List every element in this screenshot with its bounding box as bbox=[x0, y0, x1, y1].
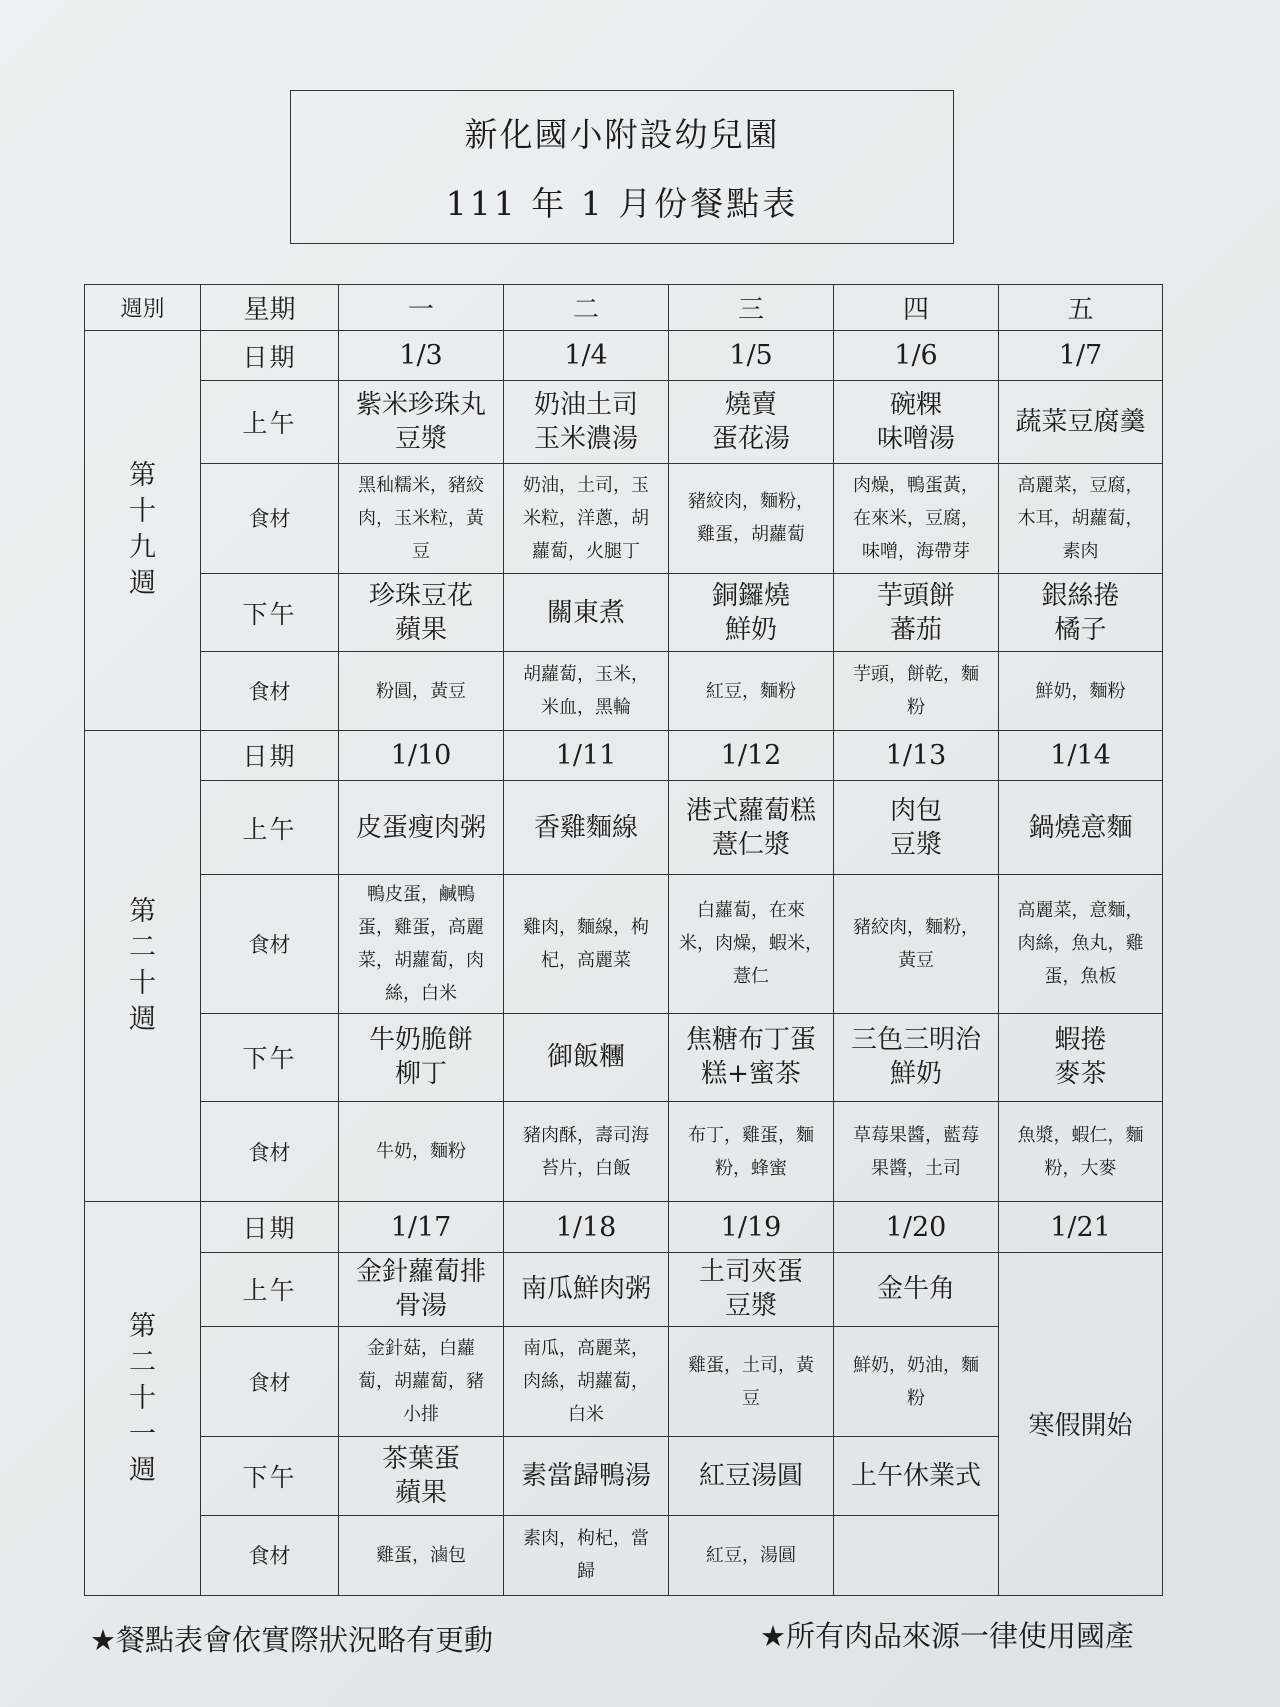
dish-line: 紫米珍珠丸 bbox=[355, 390, 486, 421]
ingredient-line: 小排 bbox=[403, 1404, 439, 1426]
ingredients-cell bbox=[504, 1326, 669, 1436]
week-label-char: 週 bbox=[129, 1004, 156, 1036]
ingredient-line: 薏仁 bbox=[733, 966, 769, 988]
dish-cell bbox=[339, 780, 504, 874]
week-label-char: 第 bbox=[129, 460, 156, 492]
ingredient-line: 粉圓，黃豆 bbox=[376, 680, 466, 702]
dish-line: 牛奶脆餅 bbox=[368, 1025, 473, 1056]
ingredient-line: 豆 bbox=[412, 540, 430, 562]
date-cell: 1/5 bbox=[669, 331, 834, 381]
date-row-label: 日期 bbox=[201, 730, 339, 780]
week-label-char: 九 bbox=[129, 532, 156, 564]
ingredient-line: 苔片，白飯 bbox=[541, 1157, 631, 1179]
ingredients-cell bbox=[339, 652, 504, 730]
ingredients-cell bbox=[339, 1102, 504, 1202]
date-cell: 1/6 bbox=[834, 331, 999, 381]
week-column-header: 週別 bbox=[85, 285, 201, 331]
day-column-header: 星期 bbox=[201, 285, 339, 331]
ingredients-cell bbox=[999, 652, 1163, 730]
dish-cell bbox=[669, 574, 834, 652]
dish-line: 焦糖布丁蛋 bbox=[685, 1025, 816, 1056]
dish-line: 糕+蜜茶 bbox=[701, 1059, 801, 1090]
dish-cell bbox=[504, 1252, 669, 1326]
week-label-char: 週 bbox=[129, 1454, 156, 1486]
ingredient-line: 鴨皮蛋，鹹鴨 bbox=[367, 883, 475, 905]
date-cell: 1/10 bbox=[339, 730, 504, 780]
dish-line: 蘋果 bbox=[394, 614, 447, 645]
week-label-char: 第 bbox=[129, 1310, 156, 1342]
ingredient-line: 在來米，豆腐， bbox=[853, 507, 979, 529]
ingredients-cell bbox=[669, 1515, 834, 1595]
dish-line: 玉米濃湯 bbox=[533, 424, 638, 455]
date-row-label: 日期 bbox=[201, 331, 339, 381]
dish-cell bbox=[504, 381, 669, 463]
dish-line: 豆漿 bbox=[394, 424, 447, 455]
dish-cell bbox=[834, 1252, 999, 1326]
title-box bbox=[290, 90, 954, 244]
date-cell: 1/4 bbox=[504, 331, 669, 381]
ingredient-line: 粉，蜂蜜 bbox=[715, 1157, 787, 1179]
ingredients-cell bbox=[669, 652, 834, 730]
footer-note-right: ★所有肉品來源一律使用國產 bbox=[760, 1619, 1134, 1653]
dish-cell bbox=[339, 1013, 504, 1101]
dish-line: 燒賣 bbox=[724, 390, 777, 421]
ingredient-line: 肉絲，胡蘿蔔， bbox=[523, 1371, 649, 1393]
ingredient-line: 雞蛋，滷包 bbox=[376, 1544, 466, 1566]
dish-line: 御飯糰 bbox=[546, 1042, 625, 1073]
dish-line: 港式蘿蔔糕 bbox=[685, 795, 816, 826]
ingredients-label: 食材 bbox=[201, 875, 339, 1014]
afternoon-label: 下午 bbox=[201, 1437, 339, 1515]
menu-title: 111 年 1 月份餐點表 bbox=[445, 184, 799, 223]
dish-cell bbox=[834, 574, 999, 652]
ingredient-line: 紅豆，麵粉 bbox=[706, 680, 796, 702]
date-cell: 1/20 bbox=[834, 1202, 999, 1252]
ingredients-cell bbox=[339, 1515, 504, 1595]
ingredients-cell bbox=[834, 463, 999, 573]
dish-line: 上午休業式 bbox=[850, 1460, 981, 1491]
dish-cell bbox=[669, 381, 834, 463]
ingredient-line: 魚漿，蝦仁，麵 bbox=[1017, 1124, 1144, 1146]
afternoon-label: 下午 bbox=[201, 574, 339, 652]
dish-line: 蔬菜豆腐羹 bbox=[1015, 407, 1146, 438]
weekday-header: 二 bbox=[504, 285, 669, 331]
dish-line: 奶油土司 bbox=[533, 390, 638, 421]
ingredients-label: 食材 bbox=[201, 1515, 339, 1595]
week-label-char: 第 bbox=[129, 896, 156, 928]
dish-cell bbox=[669, 780, 834, 874]
ingredients-cell bbox=[339, 463, 504, 573]
ingredient-line: 鮮奶，麵粉 bbox=[1035, 680, 1126, 702]
dish-line: 柳丁 bbox=[394, 1059, 447, 1090]
dish-cell bbox=[999, 381, 1163, 463]
ingredients-cell bbox=[999, 463, 1163, 573]
dish-line: 素當歸鴨湯 bbox=[520, 1460, 651, 1491]
date-cell: 1/18 bbox=[504, 1202, 669, 1252]
ingredients-cell bbox=[339, 1326, 504, 1436]
ingredient-line: 黃豆 bbox=[898, 949, 934, 971]
date-cell: 1/7 bbox=[999, 331, 1163, 381]
ingredients-cell bbox=[504, 463, 669, 573]
ingredients-cell bbox=[339, 875, 504, 1014]
ingredient-line: 奶油，土司，玉 bbox=[523, 474, 649, 496]
dish-cell bbox=[339, 574, 504, 652]
ingredients-cell bbox=[669, 1326, 834, 1436]
ingredients-label: 食材 bbox=[201, 1326, 339, 1436]
ingredient-line: 豬絞肉，麵粉， bbox=[853, 916, 979, 938]
date-cell: 1/14 bbox=[999, 730, 1163, 780]
ingredient-line: 肉燥，鴨蛋黃， bbox=[853, 474, 979, 496]
dish-cell bbox=[339, 1252, 504, 1326]
dish-line: 三色三明治 bbox=[850, 1025, 981, 1056]
dish-cell bbox=[504, 1013, 669, 1101]
ingredient-line: 雞肉，麵線，枸 bbox=[523, 916, 649, 938]
ingredient-line: 蔔，胡蘿蔔，豬 bbox=[358, 1371, 484, 1393]
dish-line: 味噌湯 bbox=[876, 424, 955, 455]
ingredient-line: 草莓果醬，藍莓 bbox=[853, 1124, 979, 1146]
dish-line: 銅鑼燒 bbox=[711, 580, 790, 611]
week-label-char: 二 bbox=[129, 1346, 156, 1378]
date-cell: 1/3 bbox=[339, 331, 504, 381]
ingredient-line: 歸 bbox=[577, 1561, 595, 1583]
ingredient-line: 布丁，雞蛋，麵 bbox=[688, 1124, 814, 1146]
ingredient-line: 雞蛋，土司，黃 bbox=[688, 1354, 814, 1376]
dish-line: 薏仁漿 bbox=[711, 829, 790, 860]
ingredients-cell bbox=[669, 875, 834, 1014]
dish-line: 芋頭餅 bbox=[876, 580, 955, 611]
week-label bbox=[85, 331, 201, 731]
ingredients-cell bbox=[834, 652, 999, 730]
ingredients-cell bbox=[504, 1515, 669, 1595]
dish-cell bbox=[339, 1437, 504, 1515]
week-label bbox=[85, 1202, 201, 1596]
ingredient-line: 蛋，魚板 bbox=[1044, 966, 1117, 988]
ingredients-cell bbox=[834, 1102, 999, 1202]
ingredients-cell bbox=[504, 652, 669, 730]
ingredient-line: 豬絞肉，麵粉， bbox=[688, 491, 814, 513]
footer-note-left: ★餐點表會依實際狀況略有更動 bbox=[90, 1623, 493, 1657]
dish-line: 關東煮 bbox=[546, 597, 625, 628]
ingredient-line: 白蘿蔔，在來 bbox=[697, 900, 805, 922]
ingredient-line: 粉 bbox=[907, 1387, 925, 1409]
dish-line: 皮蛋瘦肉粥 bbox=[355, 812, 486, 843]
dish-line: 豆漿 bbox=[724, 1291, 777, 1322]
ingredient-line: 紅豆，湯圓 bbox=[706, 1544, 796, 1566]
dish-line: 茶葉蛋 bbox=[381, 1443, 460, 1474]
ingredient-line: 素肉 bbox=[1062, 540, 1099, 562]
dish-line: 鍋燒意麵 bbox=[1028, 812, 1133, 843]
ingredient-line: 米，肉燥，蝦米， bbox=[679, 933, 823, 955]
ingredients-cell bbox=[834, 875, 999, 1014]
ingredient-line: 菜，胡蘿蔔，肉 bbox=[358, 949, 484, 971]
ingredient-line: 芋頭，餅乾，麵 bbox=[853, 664, 979, 686]
dish-cell bbox=[504, 780, 669, 874]
dish-line: 土司夾蛋 bbox=[698, 1257, 803, 1288]
dish-line: 肉包 bbox=[889, 795, 942, 826]
ingredient-line: 胡蘿蔔，玉米， bbox=[523, 664, 649, 686]
dish-line: 蝦捲 bbox=[1054, 1025, 1107, 1056]
ingredient-line: 米粒，洋蔥，胡 bbox=[523, 507, 649, 529]
ingredients-cell bbox=[504, 1102, 669, 1202]
dish-line: 橘子 bbox=[1054, 614, 1107, 645]
dish-cell bbox=[339, 381, 504, 463]
weekday-header: 三 bbox=[669, 285, 834, 331]
meal-schedule-table bbox=[84, 284, 1163, 1596]
dish-cell bbox=[834, 1013, 999, 1101]
date-cell: 1/19 bbox=[669, 1202, 834, 1252]
ingredient-line: 高麗菜，豆腐， bbox=[1017, 474, 1144, 496]
ingredient-line: 黑秈糯米，豬絞 bbox=[358, 474, 484, 496]
ingredient-line: 絲，白米 bbox=[385, 982, 457, 1004]
week-label-char: 十 bbox=[129, 1382, 156, 1414]
ingredient-line: 粉 bbox=[907, 697, 925, 719]
ingredient-line: 雞蛋，胡蘿蔔 bbox=[697, 524, 805, 546]
ingredients-label: 食材 bbox=[201, 1102, 339, 1202]
ingredients-label: 食材 bbox=[201, 463, 339, 573]
dish-line: 珍珠豆花 bbox=[368, 580, 473, 611]
morning-label: 上午 bbox=[201, 780, 339, 874]
ingredient-line: 肉，玉米粒，黃 bbox=[358, 507, 484, 529]
week-label-char: 週 bbox=[129, 568, 156, 600]
week-label-char: 十 bbox=[129, 968, 156, 1000]
date-row-label: 日期 bbox=[201, 1202, 339, 1252]
ingredient-line: 南瓜，高麗菜， bbox=[523, 1338, 649, 1360]
afternoon-label: 下午 bbox=[201, 1013, 339, 1101]
ingredient-line: 素肉，枸杞，當 bbox=[523, 1528, 649, 1550]
morning-label: 上午 bbox=[201, 1252, 339, 1326]
date-cell: 1/21 bbox=[999, 1202, 1163, 1252]
dish-line: 金牛角 bbox=[876, 1274, 955, 1305]
dish-cell bbox=[999, 1013, 1163, 1101]
ingredient-line: 杞，高麗菜 bbox=[541, 949, 631, 971]
school-name: 新化國小附設幼兒園 bbox=[464, 115, 780, 154]
dish-cell bbox=[999, 574, 1163, 652]
dish-line: 蛋花湯 bbox=[711, 424, 790, 455]
ingredients-cell bbox=[999, 1102, 1163, 1202]
dish-line: 銀絲捲 bbox=[1041, 580, 1120, 611]
ingredient-line: 味噌，海帶芽 bbox=[862, 540, 970, 562]
ingredient-line: 白米 bbox=[568, 1404, 604, 1426]
date-cell: 1/11 bbox=[504, 730, 669, 780]
ingredients-cell bbox=[669, 463, 834, 573]
dish-line: 骨湯 bbox=[394, 1291, 447, 1322]
dish-line: 紅豆湯圓 bbox=[698, 1460, 803, 1491]
ingredient-line: 蛋，雞蛋，高麗 bbox=[358, 916, 484, 938]
date-cell: 1/13 bbox=[834, 730, 999, 780]
ingredients-cell bbox=[999, 875, 1163, 1014]
ingredient-line: 肉絲，魚丸，雞 bbox=[1017, 933, 1144, 955]
dish-cell bbox=[669, 1013, 834, 1101]
date-cell: 1/12 bbox=[669, 730, 834, 780]
ingredient-line: 鮮奶，奶油，麵 bbox=[853, 1354, 979, 1376]
dish-line: 金針蘿蔔排 bbox=[355, 1257, 486, 1288]
week-label bbox=[85, 730, 201, 1202]
date-cell: 1/17 bbox=[339, 1202, 504, 1252]
ingredients-label: 食材 bbox=[201, 652, 339, 730]
ingredient-line: 豆 bbox=[742, 1387, 760, 1409]
dish-line: 蘋果 bbox=[394, 1477, 447, 1508]
dish-cell bbox=[999, 780, 1163, 874]
dish-line: 豆漿 bbox=[889, 829, 942, 860]
weekday-header: 四 bbox=[834, 285, 999, 331]
winter-vacation-notice: 寒假開始 bbox=[999, 1252, 1163, 1595]
dish-cell bbox=[834, 780, 999, 874]
dish-cell bbox=[834, 1437, 999, 1515]
dish-line: 香雞麵線 bbox=[533, 812, 638, 843]
dish-cell bbox=[504, 574, 669, 652]
ingredients-cell bbox=[834, 1515, 999, 1595]
ingredient-line: 米血，黑輪 bbox=[541, 697, 631, 719]
dish-line: 南瓜鮮肉粥 bbox=[520, 1274, 651, 1305]
dish-line: 鮮奶 bbox=[889, 1059, 942, 1090]
week-label-char: 十 bbox=[129, 496, 156, 528]
ingredient-line: 金針菇，白蘿 bbox=[367, 1338, 475, 1360]
dish-line: 蕃茄 bbox=[889, 614, 942, 645]
dish-cell bbox=[504, 1437, 669, 1515]
ingredient-line: 木耳，胡蘿蔔， bbox=[1017, 507, 1144, 529]
ingredient-line: 高麗菜，意麵， bbox=[1017, 900, 1144, 922]
week-label-char: 二 bbox=[129, 932, 156, 964]
ingredients-cell bbox=[669, 1102, 834, 1202]
morning-label: 上午 bbox=[201, 381, 339, 463]
ingredient-line: 蘿蔔，火腿丁 bbox=[532, 540, 640, 562]
dish-line: 麥茶 bbox=[1054, 1059, 1107, 1090]
ingredient-line: 牛奶，麵粉 bbox=[376, 1141, 466, 1163]
dish-line: 鮮奶 bbox=[724, 614, 777, 645]
week-label-char: 一 bbox=[129, 1418, 156, 1450]
ingredient-line: 果醬，土司 bbox=[871, 1157, 961, 1179]
dish-cell bbox=[669, 1252, 834, 1326]
ingredients-cell bbox=[504, 875, 669, 1014]
weekday-header: 五 bbox=[999, 285, 1163, 331]
ingredient-line: 粉，大麥 bbox=[1044, 1157, 1117, 1179]
ingredient-line: 豬肉酥，壽司海 bbox=[523, 1124, 649, 1146]
dish-cell bbox=[669, 1437, 834, 1515]
dish-line: 碗粿 bbox=[889, 390, 942, 421]
ingredients-cell bbox=[834, 1326, 999, 1436]
dish-cell bbox=[834, 381, 999, 463]
weekday-header: 一 bbox=[339, 285, 504, 331]
